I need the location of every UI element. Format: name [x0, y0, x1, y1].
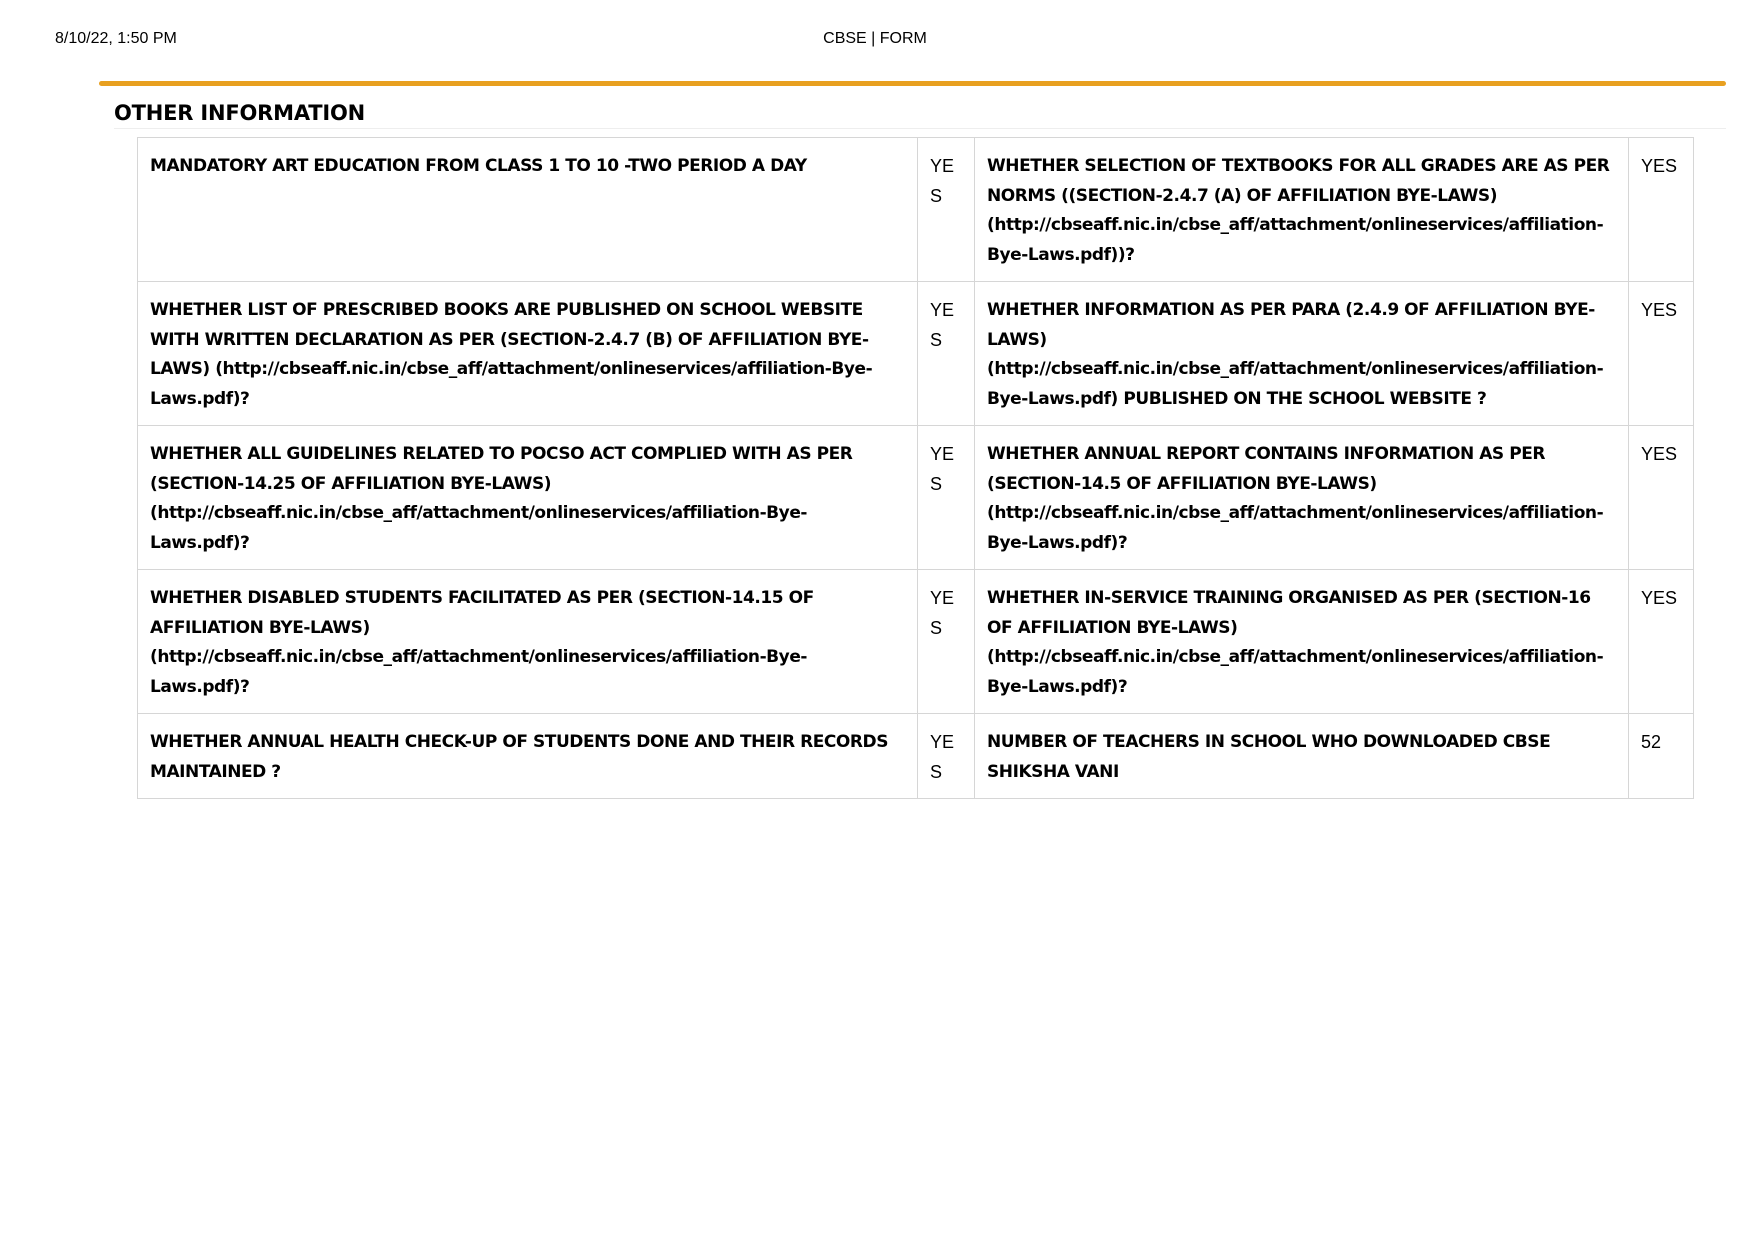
section-accent-bar — [99, 81, 1726, 86]
print-datetime: 8/10/22, 1:50 PM — [55, 30, 177, 47]
answer-cell: YES — [1629, 570, 1694, 714]
table-row — [138, 426, 1694, 570]
table-row — [138, 138, 1694, 282]
print-page-title: CBSE | FORM — [823, 30, 927, 47]
answer-cell: YES — [918, 714, 975, 799]
question-cell: WHETHER LIST OF PRESCRIBED BOOKS ARE PUBLISHED ON SCHOOL WEBSITE WITH WRITTEN DECLARATION AS PER (SECTION-2.4.7 (B) OF AFFILIATION BYE-LAWS) (http://cbseaff.nic.in/cbse_aff/attachment/onlineservices/affiliation-Bye-Laws.pdf)? — [138, 282, 918, 426]
answer-cell: YES — [1629, 282, 1694, 426]
answer-cell: YES — [918, 570, 975, 714]
table-row — [138, 714, 1694, 799]
question-cell: NUMBER OF TEACHERS IN SCHOOL WHO DOWNLOADED CBSE SHIKSHA VANI — [975, 714, 1629, 799]
question-cell: WHETHER ANNUAL REPORT CONTAINS INFORMATION AS PER (SECTION-14.5 OF AFFILIATION BYE-LAWS) (http://cbseaff.nic.in/cbse_aff/attachment/onlineservices/affiliation-Bye-Laws.pdf)? — [975, 426, 1629, 570]
question-cell: WHETHER IN-SERVICE TRAINING ORGANISED AS PER (SECTION-16 OF AFFILIATION BYE-LAWS) (http://cbseaff.nic.in/cbse_aff/attachment/onlineservices/affiliation-Bye-Laws.pdf)? — [975, 570, 1629, 714]
table-row — [138, 570, 1694, 714]
section-header — [114, 98, 1726, 129]
answer-cell: YES — [918, 282, 975, 426]
answer-cell: YES — [918, 426, 975, 570]
answer-cell: YES — [918, 138, 975, 282]
print-header — [55, 30, 1695, 52]
question-cell: MANDATORY ART EDUCATION FROM CLASS 1 TO 10 -TWO PERIOD A DAY — [138, 138, 918, 282]
question-cell: WHETHER SELECTION OF TEXTBOOKS FOR ALL GRADES ARE AS PER NORMS ((SECTION-2.4.7 (A) OF AFFILIATION BYE-LAWS) (http://cbseaff.nic.in/cbse_aff/attachment/onlineservices/affiliation-Bye-Laws.pdf))? — [975, 138, 1629, 282]
question-cell: WHETHER ANNUAL HEALTH CHECK-UP OF STUDENTS DONE AND THEIR RECORDS MAINTAINED ? — [138, 714, 918, 799]
table-row — [138, 282, 1694, 426]
question-cell: WHETHER DISABLED STUDENTS FACILITATED AS PER (SECTION-14.15 OF AFFILIATION BYE-LAWS) (http://cbseaff.nic.in/cbse_aff/attachment/onlineservices/affiliation-Bye-Laws.pdf)? — [138, 570, 918, 714]
question-cell: WHETHER ALL GUIDELINES RELATED TO POCSO ACT COMPLIED WITH AS PER (SECTION-14.25 OF AFFILIATION BYE-LAWS) (http://cbseaff.nic.in/cbse_aff/attachment/onlineservices/affiliation-Bye-Laws.pdf)? — [138, 426, 918, 570]
section-title: OTHER INFORMATION — [114, 101, 366, 125]
answer-cell: YES — [1629, 138, 1694, 282]
question-cell: WHETHER INFORMATION AS PER PARA (2.4.9 OF AFFILIATION BYE-LAWS) (http://cbseaff.nic.in/cbse_aff/attachment/onlineservices/affiliation-Bye-Laws.pdf) PUBLISHED ON THE SCHOOL WEBSITE ? — [975, 282, 1629, 426]
answer-cell: YES — [1629, 426, 1694, 570]
answer-cell: 52 — [1629, 714, 1694, 799]
other-information-table — [137, 137, 1694, 799]
